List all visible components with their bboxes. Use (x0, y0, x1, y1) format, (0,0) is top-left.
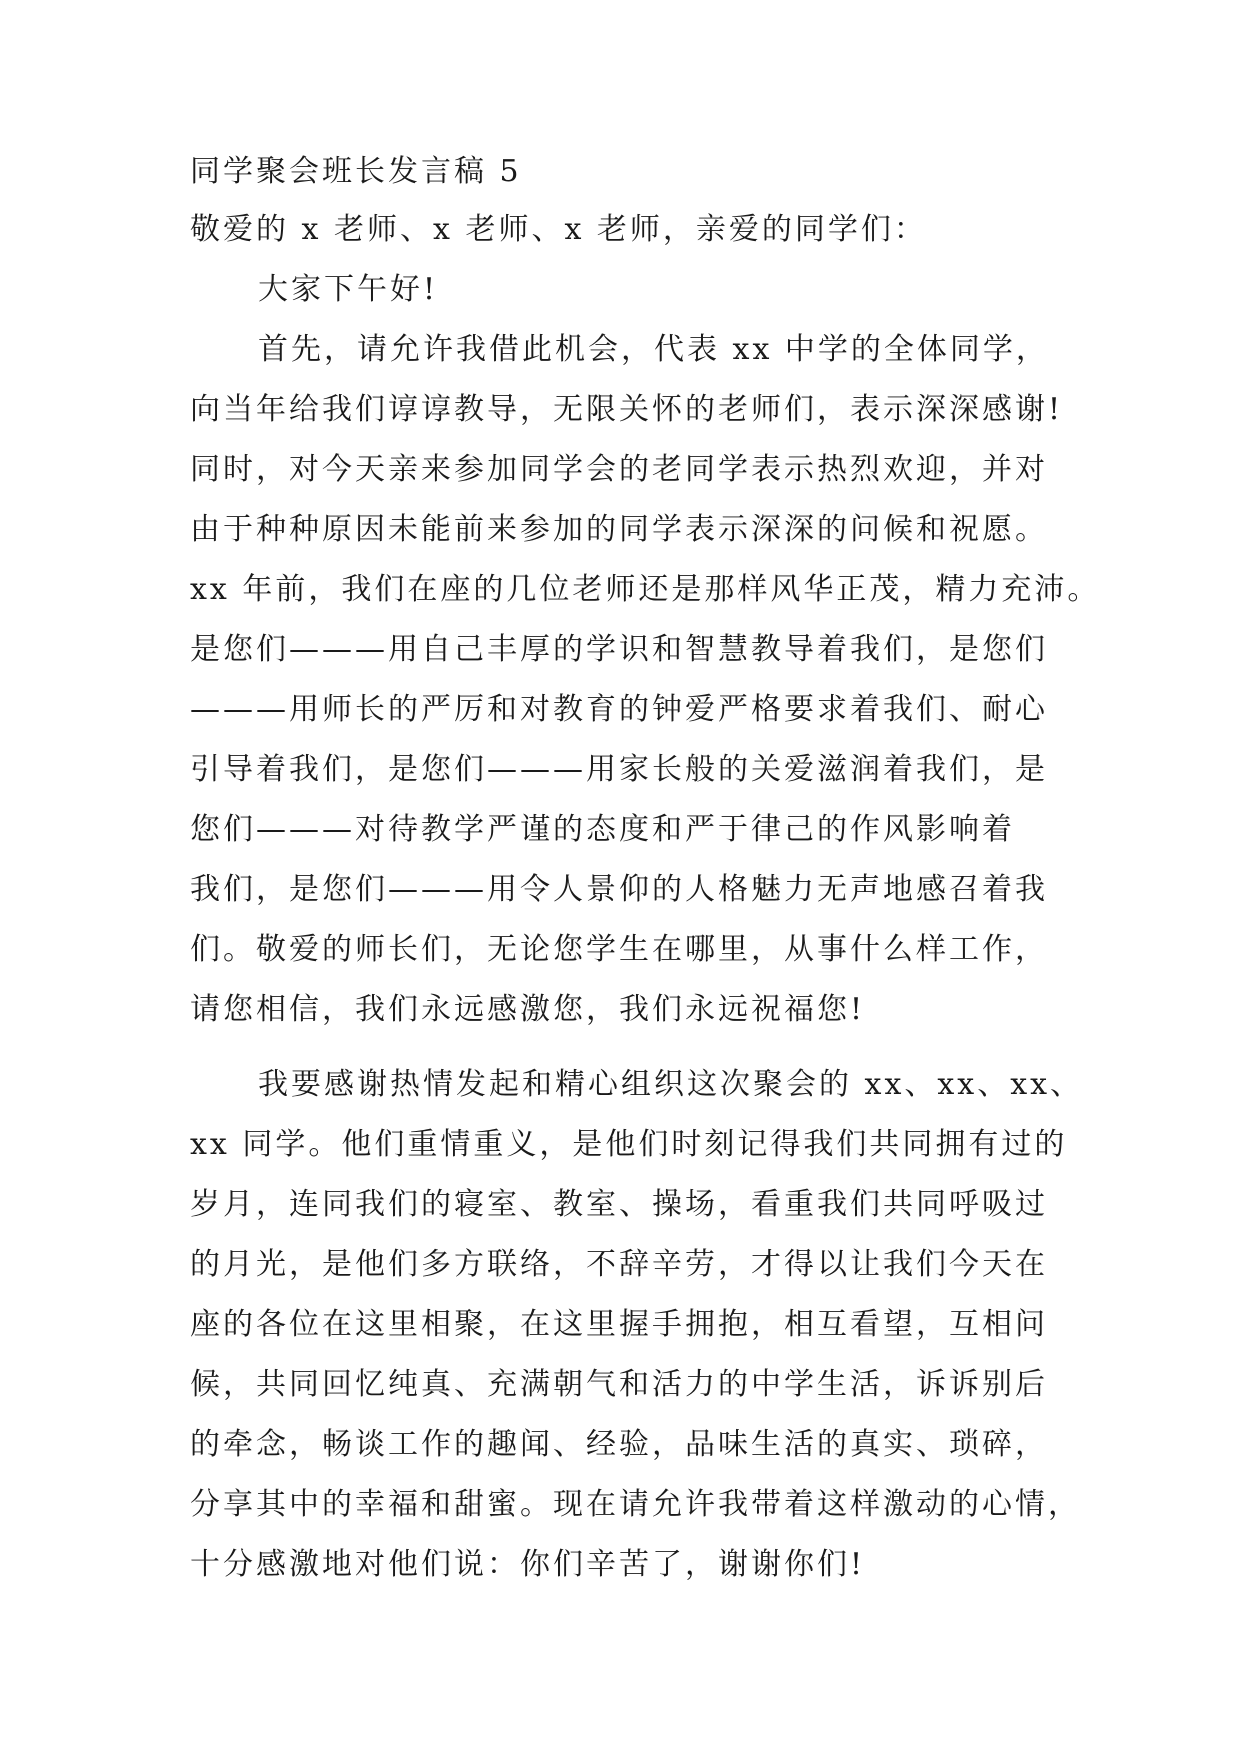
paragraph-line: 由于种种原因未能前来参加的同学表示深深的问候和祝愿。 (190, 512, 1048, 547)
paragraph-line: 分享其中的幸福和甜蜜。现在请允许我带着这样激动的心情， (190, 1487, 1081, 1522)
paragraph-line: 请您相信，我们永远感激您，我们永远祝福您! (190, 992, 866, 1027)
paragraph-line: 您们———对待教学严谨的态度和严于律己的作风影响着 (190, 812, 1015, 847)
paragraph-line: ———用师长的严厉和对教育的钟爱严格要求着我们、耐心 (190, 692, 1048, 727)
paragraph-line: xx 年前，我们在座的几位老师还是那样风华正茂，精力充沛。 (190, 572, 1101, 607)
paragraph-line: 向当年给我们谆谆教导，无限关怀的老师们，表示深深感谢! (190, 392, 1064, 427)
salutation: 敬爱的 x 老师、x 老师、x 老师，亲爱的同学们： (190, 212, 927, 247)
paragraph-line: 们。敬爱的师长们，无论您学生在哪里，从事什么样工作， (190, 932, 1048, 967)
paragraph-line: xx 同学。他们重情重义，是他们时刻记得我们共同拥有过的 (190, 1127, 1068, 1162)
paragraph-line: 的月光，是他们多方联络，不辞辛劳，才得以让我们今天在 (190, 1247, 1048, 1282)
paragraph-line: 同时，对今天亲来参加同学会的老同学表示热烈欢迎，并对 (190, 452, 1048, 487)
paragraph-line: 候，共同回忆纯真、充满朝气和活力的中学生活，诉诉别后 (190, 1367, 1048, 1402)
paragraph-line: 我们，是您们———用令人景仰的人格魅力无声地感召着我 (190, 872, 1048, 907)
paragraph-line: 岁月，连同我们的寝室、教室、操场，看重我们共同呼吸过 (190, 1187, 1048, 1222)
paragraph-line: 十分感激地对他们说：你们辛苦了，谢谢你们! (190, 1547, 866, 1582)
paragraph-line: 引导着我们，是您们———用家长般的关爱滋润着我们，是 (190, 752, 1048, 787)
document-title: 同学聚会班长发言稿 5 (190, 154, 522, 189)
paragraph-line: 首先，请允许我借此机会，代表 xx 中学的全体同学， (258, 332, 1049, 367)
paragraph-line: 我要感谢热情发起和精心组织这次聚会的 xx、xx、xx、 (258, 1067, 1084, 1102)
greeting: 大家下午好! (258, 272, 439, 307)
paragraph-line: 的牵念，畅谈工作的趣闻、经验，品味生活的真实、琐碎， (190, 1427, 1048, 1462)
paragraph-line: 是您们———用自己丰厚的学识和智慧教导着我们，是您们 (190, 632, 1048, 667)
paragraph-line: 座的各位在这里相聚，在这里握手拥抱，相互看望，互相问 (190, 1307, 1048, 1342)
